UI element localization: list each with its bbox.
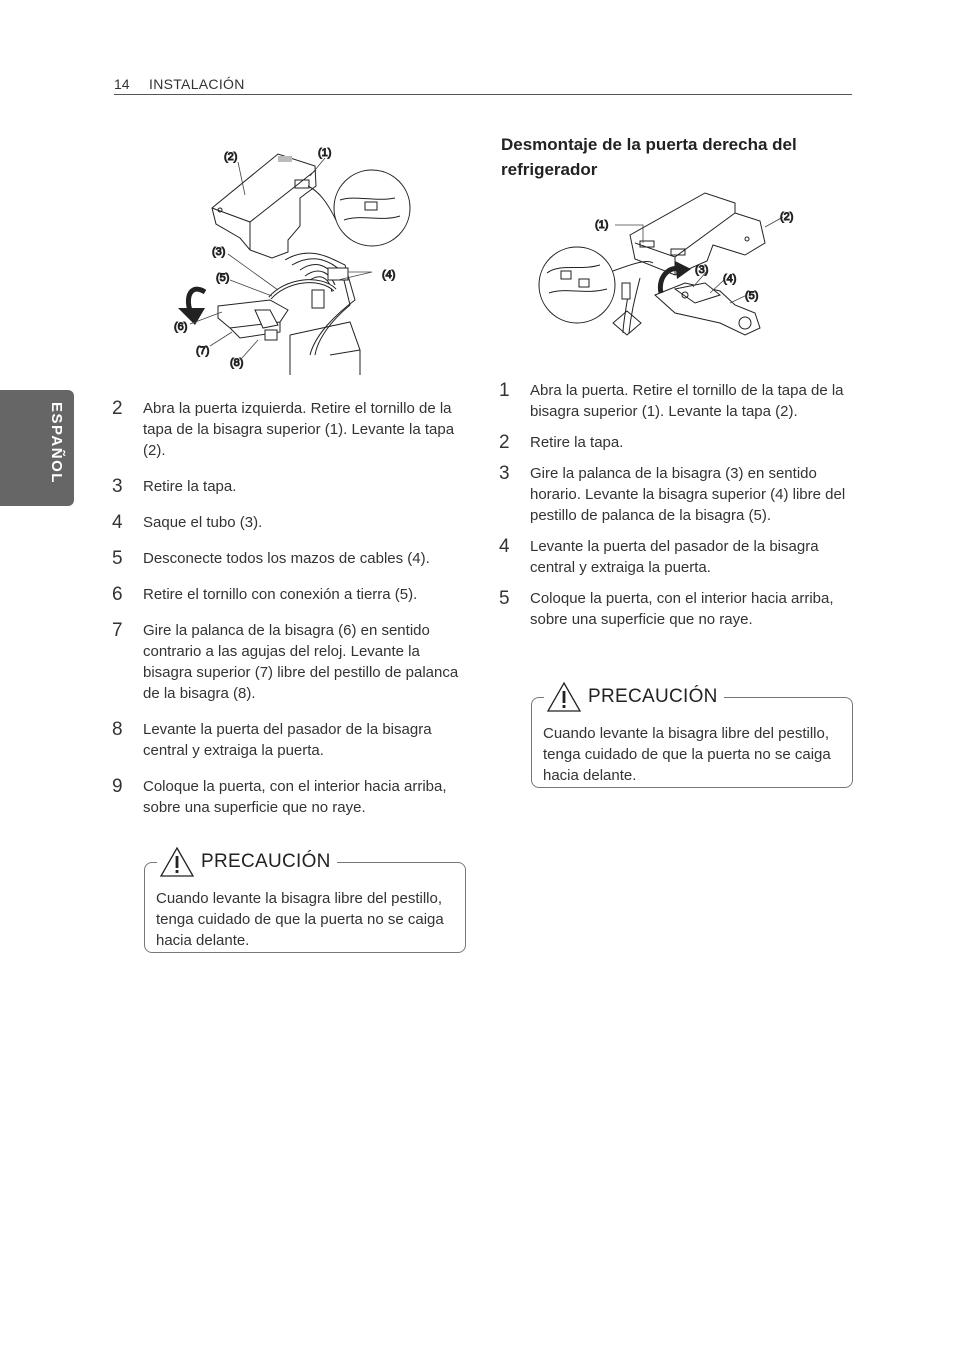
caution-title: PRECAUCIÓN [201, 851, 331, 872]
language-tab [0, 390, 74, 506]
left-door-hinge-diagram [160, 140, 480, 375]
step-item: 2 Abra la puerta izquierda. Retire el tornillo de la tapa de la bisagra superior (1). Levante la tapa (2). [112, 398, 455, 459]
step-item: 3 Retire la tapa. [112, 476, 237, 497]
step-item: 3 Gire la palanca de la bisagra (3) en sentido horario. Levante la bisagra superior (4) libre del pestillo de palanca de la bisagra (5). [499, 463, 846, 524]
callout-5: (5) [745, 290, 759, 302]
step-item: 1 Abra la puerta. Retire el tornillo de la tapa de la bisagra superior (1). Levante la tapa (2). [499, 380, 844, 420]
step-item: 9 Coloque la puerta, con el interior hacia arriba, sobre una superficie que no raye. [112, 776, 447, 816]
callout-3: (3) [212, 246, 226, 258]
callout-2: (2) [224, 151, 238, 163]
callout-4: (4) [723, 273, 737, 285]
page-number: 14 [114, 76, 130, 92]
right-door-steps [499, 380, 854, 640]
callout-1: (1) [595, 219, 609, 231]
step-item: 5 Desconecte todos los mazos de cables (4). [112, 548, 430, 569]
warning-triangle-icon [159, 846, 195, 878]
callout-1: (1) [318, 147, 332, 159]
step-item: 6 Retire el tornillo con conexión a tierra (5). [112, 584, 418, 605]
right-door-hinge-diagram [535, 183, 855, 343]
callout-7: (7) [196, 345, 210, 357]
warning-triangle-icon [546, 681, 582, 713]
detail-magnifier [308, 170, 410, 246]
callout-4: (4) [382, 269, 396, 281]
caution-text: Cuando levante la bisagra libre del pestillo, tenga cuidado de que la puerta no se caiga hacia delante. [156, 890, 444, 949]
step-item: 8 Levante la puerta del pasador de la bisagra central y extraiga la puerta. [112, 719, 432, 759]
right-door-section-title: Desmontaje de la puerta derecha del refrigerador [501, 135, 797, 179]
caution-box-right [531, 686, 853, 788]
language-tab-label: ESPAÑOL [48, 402, 65, 484]
callout-6: (6) [174, 321, 188, 333]
left-door-steps [112, 398, 467, 833]
step-item: 7 Gire la palanca de la bisagra (6) en sentido contrario a las agujas del reloj. Levante la bisagra superior (7) libre del pestillo de palanca de la bisagra (8). [112, 620, 459, 702]
step-item: 4 Levante la puerta del pasador de la bisagra central y extraiga la puerta. [499, 536, 819, 576]
page-header [114, 74, 852, 95]
caution-title: PRECAUCIÓN [588, 686, 718, 707]
caution-text: Cuando levante la bisagra libre del pestillo, tenga cuidado de que la puerta no se caiga hacia delante. [543, 725, 831, 784]
callout-2: (2) [780, 211, 794, 223]
callout-3: (3) [695, 264, 709, 276]
step-item: 4 Saque el tubo (3). [112, 512, 263, 533]
step-item: 5 Coloque la puerta, con el interior hacia arriba, sobre una superficie que no raye. [499, 588, 834, 628]
wire-harness-drawing [285, 253, 355, 355]
caution-box-left [144, 851, 466, 953]
step-item: 2 Retire la tapa. [499, 432, 624, 453]
hinge-cover-drawing [630, 193, 765, 275]
callout-5: (5) [216, 272, 230, 284]
hinge-cover-drawing [212, 154, 316, 258]
section-title: INSTALACIÓN [149, 76, 245, 92]
callout-8: (8) [230, 357, 244, 369]
